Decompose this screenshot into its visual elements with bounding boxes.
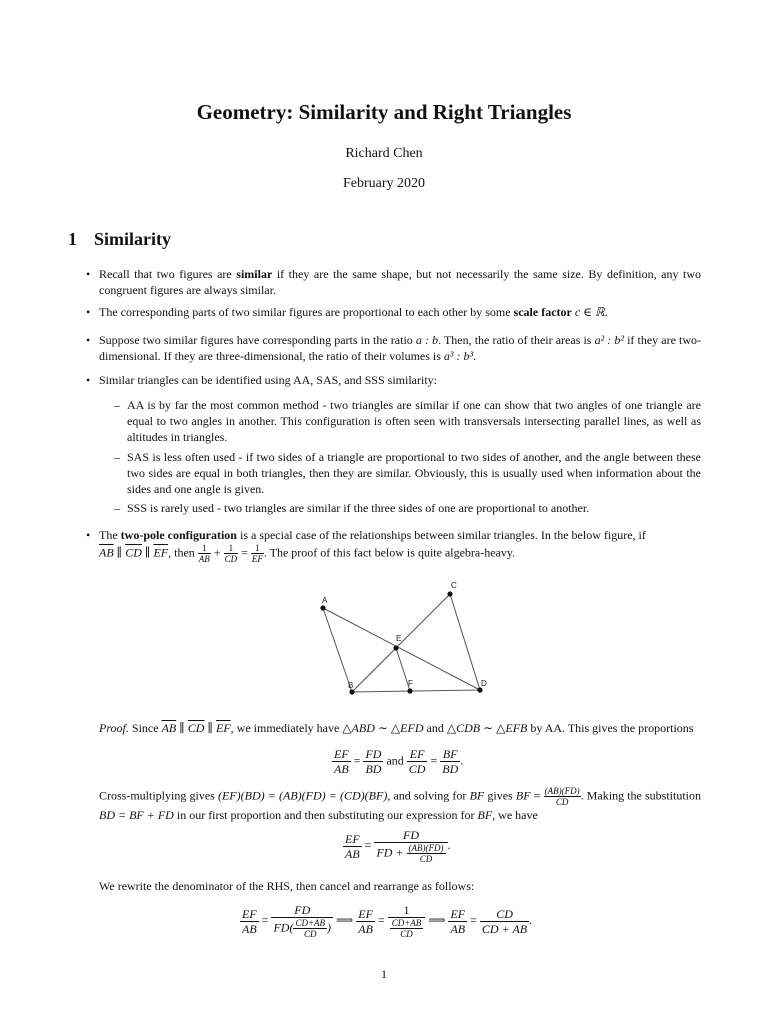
point-e xyxy=(393,645,398,650)
paper-title: Geometry: Similarity and Right Triangles xyxy=(196,100,572,124)
sub-item-sss: SSS is rarely used - two triangles are similar if the three sides of one are proportional to another. xyxy=(127,501,590,515)
label-e: E xyxy=(396,634,402,643)
label-c: C xyxy=(451,581,457,590)
label-f: F xyxy=(408,679,413,688)
term-similar: similar xyxy=(236,267,273,281)
term-scale-factor: scale factor xyxy=(513,305,572,319)
label-b: B xyxy=(348,681,354,690)
label-a: A xyxy=(322,596,328,605)
bullet-similar: Recall that two figures are similar if they are the same shape, but not necessarily the same size. By definition, any two congruent figures are always similar. xyxy=(99,267,701,297)
proof-label: Proof. xyxy=(99,721,129,735)
equation-substitution: $\frac{EF}{AB}$ = FD FD + $\frac{(AB)(FD)}{CD}$ . xyxy=(345,828,451,864)
author: Richard Chen xyxy=(345,146,423,161)
dash-marker: – xyxy=(114,398,120,412)
bullet-marker: • xyxy=(86,333,91,347)
point-b xyxy=(349,689,354,694)
page-number: 1 xyxy=(381,967,387,981)
cross-multiply-paragraph: Cross-multiplying gives (EF)(BD) = (AB)(FD) = (CD)(BF), and solving for BF gives BF = $\frac{(AB)(FD)}{CD}$ . Making the substitution BD = BF + FD in our first proportion and then substituting our expression for BF, we have xyxy=(99,786,702,822)
term-two-pole: two-pole configuration xyxy=(120,528,237,542)
two-pole-figure xyxy=(310,578,495,700)
equation-rearrange: $\frac{EF}{AB}$ = FD FD( $\frac{CD+AB}{CD}$ ) ⟹ $\frac{EF}{AB}$ = 1 $\frac{CD+AB}{CD}$ ⟹ $\frac{EF}{AB}$ = $\frac{CD}{CD + AB}$ . xyxy=(242,903,533,939)
bullet-marker: • xyxy=(86,528,91,542)
point-f xyxy=(407,688,412,693)
equation-proportions: $\frac{EF}{AB}$ = $\frac{FD}{BD}$ and $\frac{EF}{CD}$ = $\frac{BF}{BD}$ . xyxy=(334,747,464,776)
bullet-marker: • xyxy=(86,267,91,281)
section-title: Similarity xyxy=(94,229,171,249)
section-number: 1 xyxy=(68,229,77,249)
dash-marker: – xyxy=(114,501,120,515)
point-d xyxy=(477,687,482,692)
bullet-similarity-tests: Similar triangles can be identified using AA, SAS, and SSS similarity: xyxy=(99,373,437,387)
proof-paragraph: Proof. Since $\overline{AB}$ ∥ $\overline{CD}$ ∥ $\overline{EF}$, we immediately have △ABD ∼ △EFD and △CDB ∼ △EFB by AA. This gives the proportions xyxy=(99,721,694,735)
sub-item-aa: AA is by far the most common method - two triangles are similar if one can show that two angles of one triangle are equal to two angles in another. This configuration is often seen with transversals intersecting parallel lines, as well as altitudes in triangles. xyxy=(127,398,701,444)
dash-marker: – xyxy=(114,450,120,464)
date: February 2020 xyxy=(342,176,426,191)
rewrite-paragraph: We rewrite the denominator of the RHS, then cancel and rearrange as follows: xyxy=(99,879,475,893)
bullet-marker: • xyxy=(86,305,91,319)
label-d: D xyxy=(481,679,487,688)
bullet-ratio: Suppose two similar figures have corresponding parts in the ratio a : b. Then, the ratio of their areas is a² : b² if they are two-dimensional. If they are three-dimensional, the ratio of their volumes is a³ : b³. xyxy=(99,333,701,363)
bullet-two-pole: The two-pole configuration is a special case of the relationships between similar triangles. In the below figure, if $\overline{AB}$ ∥ $\overline{CD}$ ∥ $\overline{EF}$, then $\frac{1}{AB}$ + $\frac{1}{CD}$ = $\frac{1}{EF}$ . The proof of this fact below is quite algebra-heavy. xyxy=(99,528,646,564)
point-a xyxy=(320,605,325,610)
section-heading xyxy=(68,229,171,250)
bullet-scale-factor: The corresponding parts of two similar figures are proportional to each other by some scale factor c ∈ ℝ. xyxy=(99,305,608,319)
bullet-marker: • xyxy=(86,373,91,387)
point-c xyxy=(447,591,452,596)
sub-item-sas: SAS is less often used - if two sides of a triangle are proportional to two sides of another, and the angle between these two sides are equal in both triangles, then they are similar. Obviously, this is usually used when information about the sides and one angle is given. xyxy=(127,450,701,496)
